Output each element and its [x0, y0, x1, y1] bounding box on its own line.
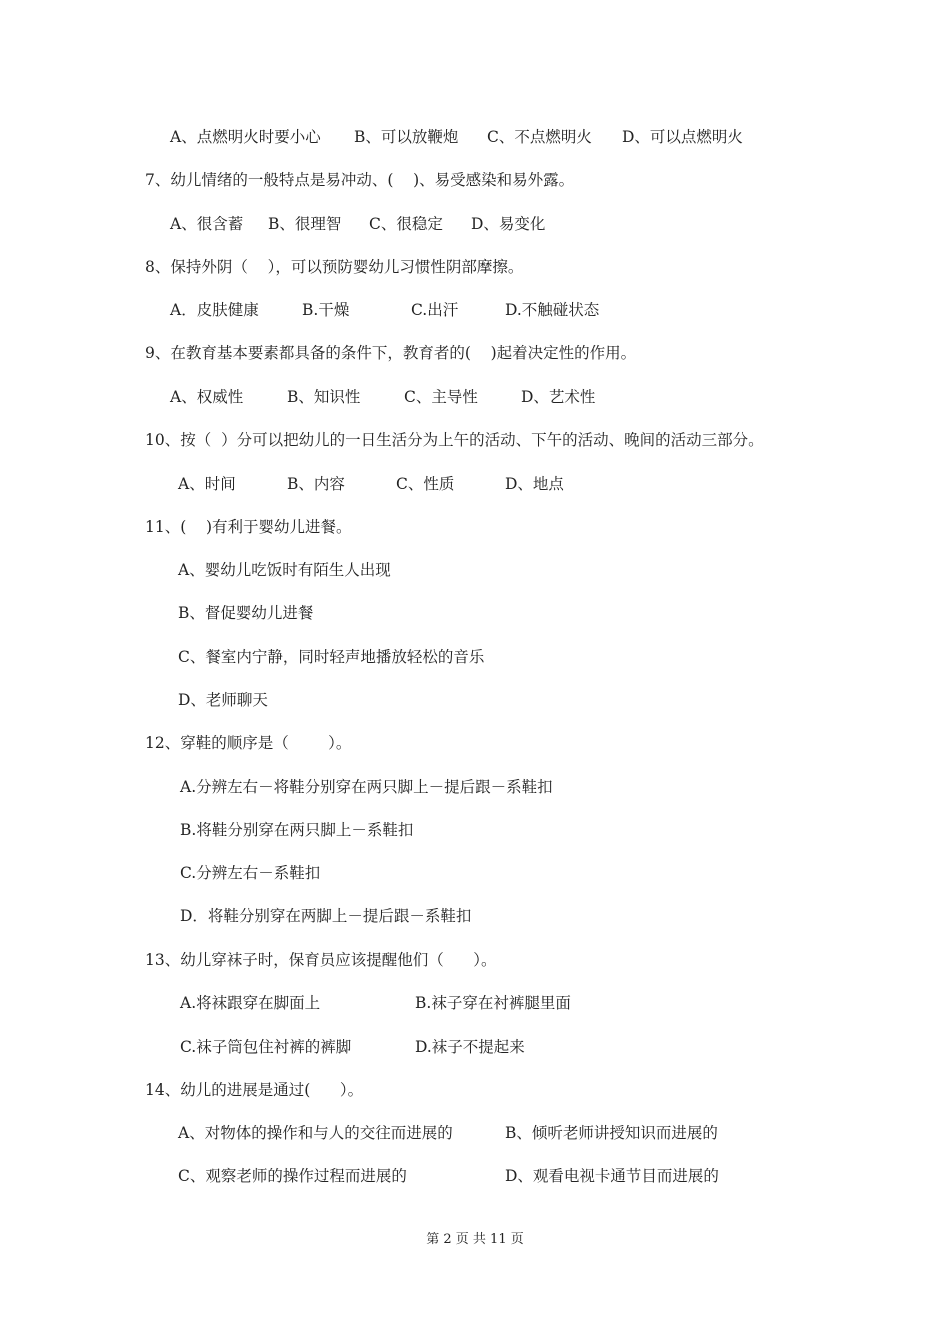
q13-option-c: C.袜子筒包住衬裤的裤脚: [180, 1038, 352, 1056]
question-9-stem: 9、在教育基本要素都具备的条件下，教育者的( )起着决定性的作用。: [145, 344, 637, 362]
question-8-stem: 8、保持外阴（ ），可以预防婴幼儿习惯性阴部摩擦。: [145, 258, 524, 276]
q13-option-b: B.袜子穿在衬裤腿里面: [415, 994, 571, 1012]
q10-option-a: A、时间: [178, 475, 236, 493]
q12-option-d: D．将鞋分别穿在两脚上－提后跟－系鞋扣: [180, 907, 472, 925]
question-14-stem: 14、幼儿的进展是通过( ）。: [145, 1081, 364, 1099]
page-number-footer: 第 2 页 共 11 页: [426, 1232, 524, 1247]
q8-option-a: A．皮肤健康: [170, 301, 259, 319]
q14-option-d: D、观看电视卡通节目而进展的: [505, 1167, 719, 1185]
q7-option-b: B、很理智: [268, 215, 342, 233]
q6-option-b: B、可以放鞭炮: [354, 128, 459, 146]
question-12-stem: 12、穿鞋的顺序是（ ）。: [145, 734, 352, 752]
q12-option-c: C.分辨左右－系鞋扣: [180, 864, 321, 882]
q9-option-b: B、知识性: [287, 388, 361, 406]
q13-option-a: A.将袜跟穿在脚面上: [180, 994, 321, 1012]
q12-option-b: B.将鞋分别穿在两只脚上－系鞋扣: [180, 821, 414, 839]
question-13-stem: 13、幼儿穿袜子时，保育员应该提醒他们（ ）。: [145, 951, 497, 969]
q8-option-d: D.不触碰状态: [505, 301, 600, 319]
q7-option-d: D、易变化: [471, 215, 546, 233]
q9-option-d: D、艺术性: [521, 388, 596, 406]
q10-option-d: D、地点: [505, 475, 564, 493]
question-10-stem: 10、按（ ）分可以把幼儿的一日生活分为上午的活动、下午的活动、晚间的活动三部分。: [145, 431, 764, 449]
q14-option-c: C、观察老师的操作过程而进展的: [178, 1167, 407, 1185]
q11-option-d: D、老师聊天: [178, 691, 268, 709]
q7-option-c: C、很稳定: [369, 215, 443, 233]
q6-option-a: A、点燃明火时要小心: [170, 128, 321, 146]
q14-option-b: B、倾听老师讲授知识而进展的: [505, 1124, 718, 1142]
q6-option-d: D、可以点燃明火: [622, 128, 743, 146]
q6-option-c: C、不点燃明火: [487, 128, 592, 146]
q9-option-a: A、权威性: [170, 388, 244, 406]
q8-option-b: B.干燥: [302, 301, 350, 319]
q13-option-d: D.袜子不提起来: [415, 1038, 525, 1056]
question-11-stem: 11、( )有利于婴幼儿进餐。: [145, 518, 352, 536]
q14-option-a: A、对物体的操作和与人的交往而进展的: [178, 1124, 453, 1142]
q11-option-a: A、婴幼儿吃饭时有陌生人出现: [178, 561, 391, 579]
q11-option-c: C、餐室内宁静，同时轻声地播放轻松的音乐: [178, 648, 485, 666]
q10-option-c: C、性质: [396, 475, 455, 493]
q11-option-b: B、督促婴幼儿进餐: [178, 604, 314, 622]
q7-option-a: A、很含蓄: [170, 215, 244, 233]
q12-option-a: A.分辨左右－将鞋分别穿在两只脚上－提后跟－系鞋扣: [180, 778, 553, 796]
q8-option-c: C.出汗: [411, 301, 459, 319]
q9-option-c: C、主导性: [404, 388, 478, 406]
q10-option-b: B、内容: [287, 475, 345, 493]
question-7-stem: 7、幼儿情绪的一般特点是易冲动、( )、易受感染和易外露。: [145, 171, 575, 189]
